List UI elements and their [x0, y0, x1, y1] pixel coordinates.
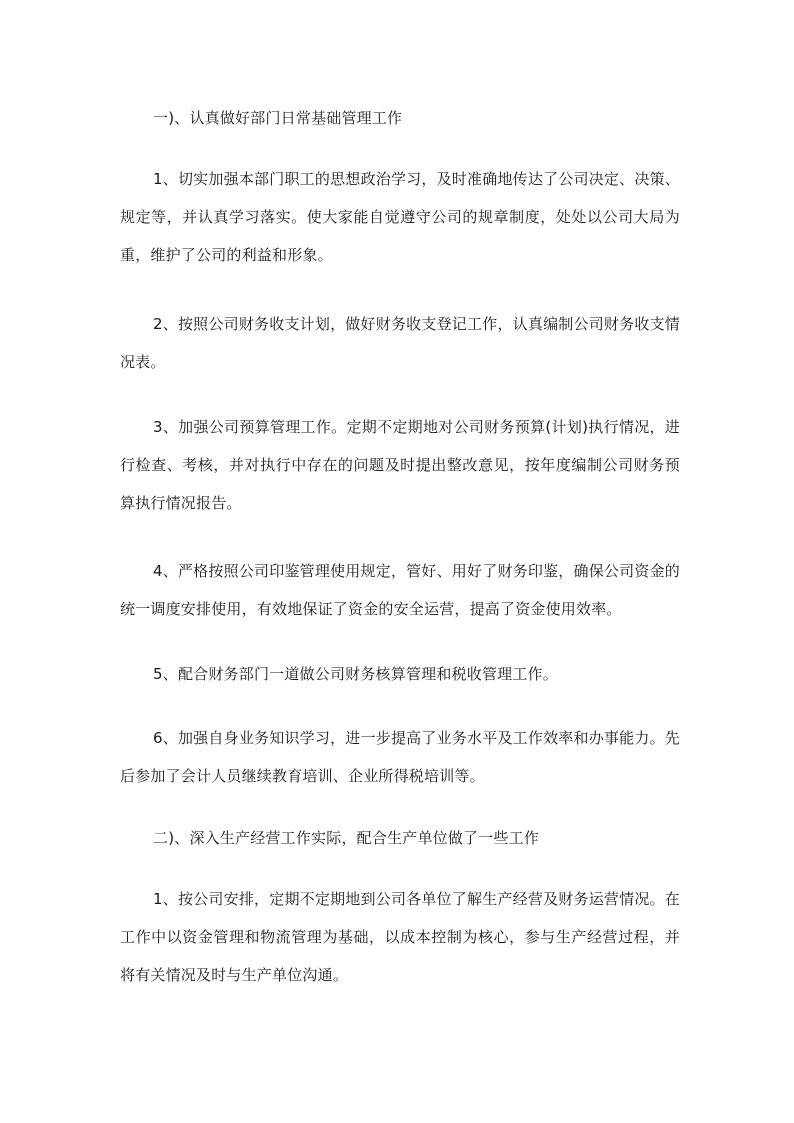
paragraph-1-3: 3、加强公司预算管理工作。定期不定期地对公司财务预算(计划)执行情况，进行检查、考核，并对执行中存在的问题及时提出整改意见，按年度编制公司财务预算执行情况报告。 [120, 418, 680, 512]
paragraph-1-6: 6、加强自身业务知识学习，进一步提高了业务水平及工作效率和办事能力。先后参加了会计人员继续教育培训、企业所得税培训等。 [120, 729, 680, 785]
paragraph-1-4: 4、严格按照公司印鉴管理使用规定，管好、用好了财务印鉴，确保公司资金的统一调度安排使用，有效地保证了资金的安全运营，提高了资金使用效率。 [120, 562, 680, 618]
paragraph-1-5: 5、配合财务部门一道做公司财务核算管理和税收管理工作。 [153, 665, 558, 683]
section-heading-1: 一)、认真做好部门日常基础管理工作 [153, 109, 403, 127]
paragraph-1-2: 2、按照公司财务收支计划，做好财务收支登记工作，认真编制公司财务收支情况表。 [120, 315, 680, 371]
paragraph-2-1: 1、按公司安排，定期不定期地到公司各单位了解生产经营及财务运营情况。在工作中以资金管理和物流管理为基础，以成本控制为核心，参与生产经营过程，并将有关情况及时与生产单位沟通。 [120, 890, 680, 984]
paragraph-1-1: 1、切实加强本部门职工的思想政治学习，及时准确地传达了公司决定、决策、规定等，并认真学习落实。使大家能自觉遵守公司的规章制度，处处以公司大局为重，维护了公司的利益和形象。 [120, 170, 680, 264]
section-heading-2: 二)、深入生产经营工作实际，配合生产单位做了一些工作 [153, 829, 540, 847]
